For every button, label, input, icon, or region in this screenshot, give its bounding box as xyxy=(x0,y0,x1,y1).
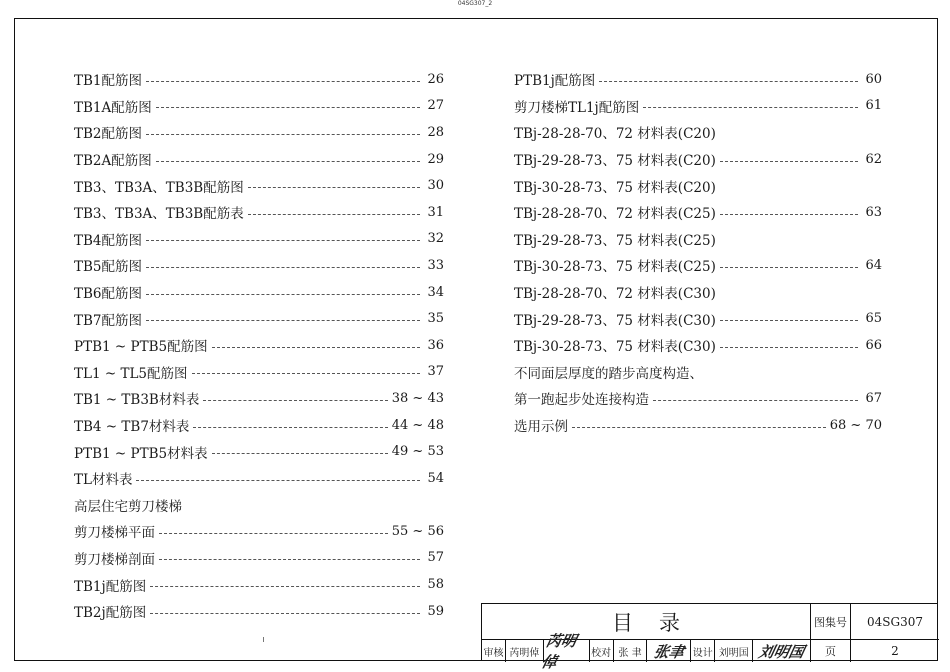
title-block-title: 目录 xyxy=(482,604,811,640)
design-label: 设计 xyxy=(691,640,715,662)
toc-entry[interactable] xyxy=(74,545,444,572)
designer-signature-mark: 刘明国 xyxy=(757,642,806,661)
dot-leader xyxy=(720,347,858,348)
toc-entry-page: 27 xyxy=(427,98,444,114)
toc-entry-page: 60 xyxy=(865,71,882,87)
atlas-number-label: 图集号 xyxy=(811,604,851,640)
toc-entry-title: TB4 ~ TB7材料表 xyxy=(74,419,190,436)
toc-entry-title: 剪刀楼梯TL1j配筋图 xyxy=(514,99,640,116)
toc-entry-page: 34 xyxy=(427,284,444,300)
toc-entry-title: TB3、TB3A、TB3B配筋表 xyxy=(74,206,244,223)
toc-entry-title: TBj-30-28-73、75 材料表(C25) xyxy=(514,259,716,276)
toc-entry-page: 64 xyxy=(865,257,882,273)
toc-entry-title: 剪刀楼梯平面 xyxy=(74,525,155,542)
toc-entry-page: 61 xyxy=(865,98,882,114)
dot-leader xyxy=(203,400,387,401)
toc-entry[interactable] xyxy=(74,305,444,332)
toc-entry-title: PTB1j配筋图 xyxy=(514,73,596,90)
toc-entry-title: TBj-28-28-70、72 材料表(C30) xyxy=(514,286,716,303)
toc-entry-page: 68 ~ 70 xyxy=(829,417,882,433)
toc-entry-title: TB4配筋图 xyxy=(74,232,143,249)
dot-leader xyxy=(212,453,388,454)
toc-entry[interactable] xyxy=(74,172,444,199)
toc-entry-title: 第一跑起步处连接构造 xyxy=(514,392,649,409)
toc-entry-page: 58 xyxy=(427,577,444,593)
toc-entry[interactable] xyxy=(514,226,882,253)
toc-entry-title: TB3、TB3A、TB3B配筋图 xyxy=(74,179,244,196)
toc-entry[interactable] xyxy=(514,252,882,279)
toc-entry-title: TB1 ~ TB3B材料表 xyxy=(74,392,200,409)
toc-entry-page: 66 xyxy=(865,337,882,353)
checker-signature xyxy=(647,640,691,662)
dot-leader xyxy=(150,586,420,587)
toc-entry-title: 选用示例 xyxy=(514,419,568,436)
toc-entry-page: 31 xyxy=(427,204,444,220)
toc-entry[interactable] xyxy=(74,598,444,625)
dot-leader xyxy=(156,107,420,108)
toc-entry[interactable] xyxy=(74,93,444,120)
page-number: 2 xyxy=(891,644,899,658)
dot-leader xyxy=(159,533,388,534)
toc-entry-title: TB2A配筋图 xyxy=(74,153,152,170)
toc-entry-title: TBj-29-28-73、75 材料表(C20) xyxy=(514,153,716,170)
toc-entry-page: 67 xyxy=(865,390,882,406)
toc-entry[interactable] xyxy=(74,518,444,545)
toc-entry[interactable] xyxy=(74,146,444,173)
toc-entry[interactable] xyxy=(514,93,882,120)
toc-entry[interactable] xyxy=(74,332,444,359)
toc-entry-page: 29 xyxy=(427,151,444,167)
dot-leader xyxy=(212,347,420,348)
toc-entry[interactable] xyxy=(74,438,444,465)
toc-entry[interactable] xyxy=(514,172,882,199)
toc-entry-title: TB6配筋图 xyxy=(74,286,143,303)
dot-leader xyxy=(136,480,420,481)
toc-entry[interactable] xyxy=(74,252,444,279)
review-label: 审核 xyxy=(482,640,506,662)
dot-leader xyxy=(720,267,858,268)
toc-section-title: 高层住宅剪刀楼梯 xyxy=(74,498,182,515)
toc-entry-page: 49 ~ 53 xyxy=(391,444,444,460)
dot-leader xyxy=(146,267,420,268)
toc-entry-title: TBj-28-28-70、72 材料表(C25) xyxy=(514,206,716,223)
toc-entry[interactable] xyxy=(514,146,882,173)
toc-left-column xyxy=(74,66,444,624)
toc-entry-page: 38 ~ 43 xyxy=(391,390,444,406)
toc-entry[interactable] xyxy=(514,279,882,306)
dot-leader xyxy=(653,400,858,401)
toc-entry-title: PTB1 ~ PTB5配筋图 xyxy=(74,339,208,356)
toc-entry-title: TB7配筋图 xyxy=(74,312,143,329)
toc-entry[interactable] xyxy=(514,332,882,359)
toc-entry-title: TBj-30-28-73、75 材料表(C20) xyxy=(514,179,716,196)
dot-leader xyxy=(572,427,826,428)
toc-entry-title: TB1配筋图 xyxy=(74,73,143,90)
toc-entry-title: TBj-30-28-73、75 材料表(C30) xyxy=(514,339,716,356)
dot-leader xyxy=(599,81,858,82)
toc-entry-page: 55 ~ 56 xyxy=(391,523,444,539)
toc-entry-page: 37 xyxy=(427,364,444,380)
toc-entry-title: TBj-28-28-70、72 材料表(C20) xyxy=(514,126,716,143)
toc-entry-page: 26 xyxy=(427,71,444,87)
dot-leader xyxy=(156,161,420,162)
scan-mark xyxy=(263,637,264,642)
toc-entry[interactable] xyxy=(74,199,444,226)
reviewer-signature xyxy=(539,632,590,671)
dot-leader xyxy=(192,373,420,374)
toc-entry[interactable] xyxy=(74,385,444,412)
toc-entry-title: PTB1 ~ PTB5材料表 xyxy=(74,445,208,462)
toc-entry-title: TB2j配筋图 xyxy=(74,605,147,622)
reviewer-name: 芮明倬 xyxy=(506,640,544,662)
toc-right-column xyxy=(514,66,882,438)
toc-entry[interactable] xyxy=(74,279,444,306)
toc-entry-title: TL材料表 xyxy=(74,472,133,489)
toc-entry-page: 28 xyxy=(427,124,444,140)
dot-leader xyxy=(720,320,858,321)
toc-entry-page: 59 xyxy=(427,603,444,619)
toc-entry[interactable] xyxy=(74,571,444,598)
toc-entry[interactable] xyxy=(74,359,444,386)
toc-entry-page: 35 xyxy=(427,311,444,327)
dot-leader xyxy=(146,81,420,82)
toc-entry[interactable] xyxy=(514,119,882,146)
toc-entry[interactable] xyxy=(514,385,882,412)
toc-entry-page: 36 xyxy=(427,337,444,353)
document-code: 04SG307_2 xyxy=(457,0,493,7)
checker-signature-mark: 张聿 xyxy=(651,642,686,661)
toc-entry[interactable] xyxy=(514,66,882,93)
toc-entry-page: 32 xyxy=(427,231,444,247)
toc-entry[interactable] xyxy=(74,226,444,253)
toc-entry-page: 57 xyxy=(427,550,444,566)
toc-entry-page: 44 ~ 48 xyxy=(391,417,444,433)
toc-entry[interactable] xyxy=(514,199,882,226)
dot-leader xyxy=(146,134,420,135)
toc-entry-title: TBj-29-28-73、75 材料表(C25) xyxy=(514,232,716,249)
toc-entry-page: 62 xyxy=(865,151,882,167)
toc-entry-page: 65 xyxy=(865,311,882,327)
check-label: 校对 xyxy=(590,640,614,662)
dot-leader xyxy=(248,187,420,188)
designer-name: 刘明国 xyxy=(715,640,753,662)
dot-leader xyxy=(248,214,420,215)
toc-entry-title: 不同面层厚度的踏步高度构造、 xyxy=(514,365,703,382)
dot-leader xyxy=(720,214,858,215)
toc-entry-title: TB1j配筋图 xyxy=(74,578,147,595)
page-label: 页 xyxy=(811,640,851,662)
toc-entry-page: 33 xyxy=(427,257,444,273)
toc-entry[interactable] xyxy=(74,119,444,146)
toc-entry-title: TB5配筋图 xyxy=(74,259,143,276)
toc-entry-title: 剪刀楼梯剖面 xyxy=(74,551,155,568)
toc-entry-title: TBj-29-28-73、75 材料表(C30) xyxy=(514,312,716,329)
reviewer-signature-mark: 芮明倬 xyxy=(539,632,578,671)
signature-row xyxy=(482,632,811,671)
toc-entry-page: 30 xyxy=(427,178,444,194)
toc-entry[interactable] xyxy=(74,412,444,439)
dot-leader xyxy=(146,320,420,321)
toc-entry-title: TL1 ~ TL5配筋图 xyxy=(74,365,188,382)
toc-entry[interactable] xyxy=(514,359,882,386)
toc-entry[interactable] xyxy=(514,412,882,439)
dot-leader xyxy=(159,559,420,560)
toc-entry[interactable] xyxy=(74,66,444,93)
toc-entry-page: 63 xyxy=(865,204,882,220)
toc-entry[interactable] xyxy=(74,465,444,492)
toc-entry-page: 54 xyxy=(427,470,444,486)
dot-leader xyxy=(150,613,420,614)
dot-leader xyxy=(146,294,420,295)
dot-leader xyxy=(193,427,387,428)
toc-entry-title: TB1A配筋图 xyxy=(74,99,152,116)
dot-leader xyxy=(720,161,858,162)
atlas-number: 04SG307 xyxy=(851,604,939,640)
dot-leader xyxy=(146,240,420,241)
toc-section-heading xyxy=(74,492,444,519)
title-block xyxy=(481,603,938,671)
checker-name: 张 聿 xyxy=(614,640,648,662)
dot-leader xyxy=(643,107,858,108)
designer-signature xyxy=(753,640,810,662)
toc-entry[interactable] xyxy=(514,305,882,332)
toc-entry-title: TB2配筋图 xyxy=(74,126,143,143)
